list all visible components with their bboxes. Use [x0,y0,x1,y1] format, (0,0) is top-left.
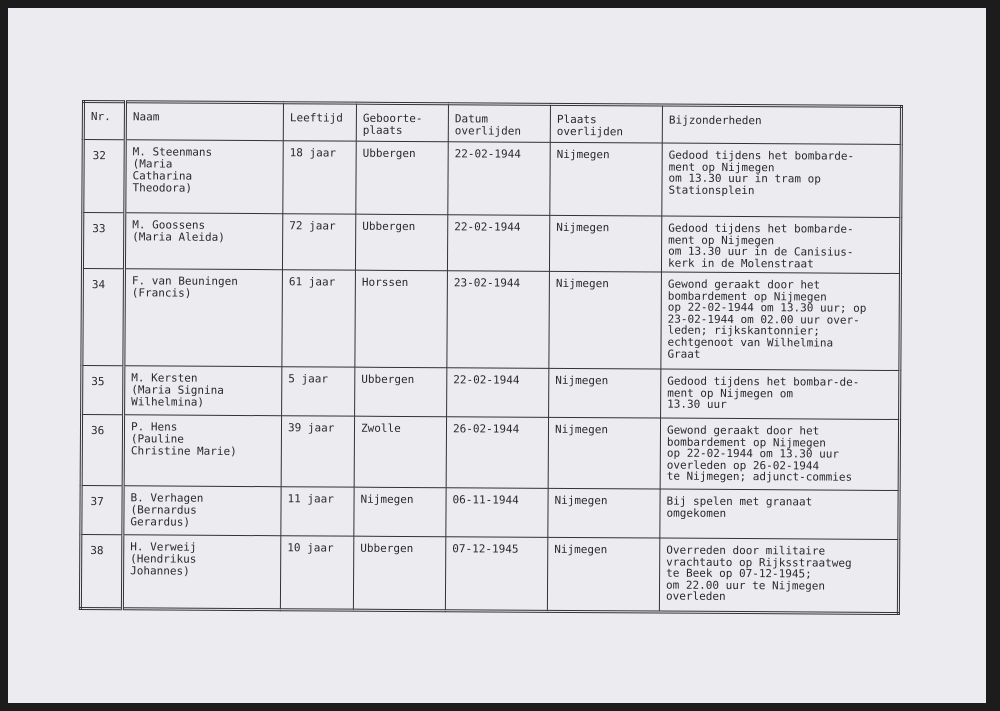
cell-plaats-overlijden: Nijmegen [548,417,660,489]
cell-datum-overlijden: 06-11-1944 [446,488,548,538]
cell-plaats-overlijden: Nijmegen [549,368,661,418]
cell-geboorteplaats: Ubbergen [355,367,447,417]
table-row [80,535,898,614]
cell-leeftijd: 11 jaar [281,487,354,536]
header-geboorteplaats: Geboorte- plaats [356,103,448,142]
cell-leeftijd: 61 jaar [282,270,356,367]
table-header-row [83,102,901,145]
cell-bijzonderheden: Overreden door militaire vrachtauto op Rijksstraatweg te Beek op 07-12-1945; om 22.00 uur te Nijmegen overleden [659,538,898,613]
cell-bijzonderheden: Gewond geraakt door het bombardement op Nijmegen op 22-02-1944 om 13.30 uur overleden op 26-02-1944 te Nijmegen; adjunct-commies [660,418,899,490]
cell-datum-overlijden: 23-02-1944 [447,271,550,369]
header-plaats-overlijden: Plaats overlijden [550,104,662,143]
cell-leeftijd: 5 jaar [282,367,355,416]
header-nr: Nr. [83,102,125,140]
cell-plaats-overlijden: Nijmegen [550,142,662,216]
table-row [81,415,899,491]
cell-nr: 38 [80,535,122,609]
table-row [82,269,901,371]
cell-datum-overlijden: 22-02-1944 [447,215,549,272]
cell-nr: 33 [82,213,124,269]
cell-nr: 35 [82,366,124,415]
cell-geboorteplaats: Ubbergen [353,536,445,611]
header-leeftijd: Leeftijd [283,103,356,141]
cell-leeftijd: 72 jaar [282,214,355,270]
cell-naam: M. Steenmans (Maria Catharina Theodora) [125,140,283,214]
table-row [81,486,899,540]
cell-naam: H. Verweij (Hendrikus Johannes) [122,535,280,610]
cell-bijzonderheden: Gedood tijdens het bombar-de- ment op Nijmegen om 13.30 uur [661,369,900,419]
header-datum-overlijden: Datum overlijden [448,104,550,143]
cell-naam: B. Verhagen (Bernardus Gerardus) [123,486,281,536]
table-row [82,213,900,274]
cell-nr: 36 [81,415,123,486]
cell-bijzonderheden: Gedood tijdens het bombarde- ment op Nijmegen om 13.30 uur in tram op Stationsplein [662,143,901,217]
header-bijzonderheden: Bijzonderheden [662,105,901,144]
cell-bijzonderheden: Gewond geraakt door het bombardement op Nijmegen op 22-02-1944 om 13.30 uur; op 23-02-1944 om 02.00 uur over- leden; rijkskantonnier; echtgenoot van Wilhelmina Graat [661,272,901,370]
cell-datum-overlijden: 22-02-1944 [447,368,549,418]
victims-table [79,100,903,615]
cell-datum-overlijden: 26-02-1944 [446,417,548,489]
victims-table-wrapper [79,100,900,604]
header-naam: Naam [125,102,283,141]
cell-leeftijd: 18 jaar [283,141,356,214]
cell-naam: F. van Beuningen (Francis) [124,269,283,367]
cell-plaats-overlijden: Nijmegen [547,537,659,612]
cell-leeftijd: 39 jaar [281,416,354,487]
cell-plaats-overlijden: Nijmegen [548,488,660,538]
cell-datum-overlijden: 07-12-1945 [445,537,547,612]
cell-nr: 32 [83,140,125,213]
cell-leeftijd: 10 jaar [280,536,353,610]
cell-naam: M. Goossens (Maria Aleida) [124,213,282,270]
cell-plaats-overlijden: Nijmegen [549,271,662,369]
cell-geboorteplaats: Horssen [355,270,448,368]
cell-bijzonderheden: Bij spelen met granaat omgekomen [660,489,899,539]
cell-naam: P. Hens (Pauline Christine Marie) [123,415,281,487]
table-row [82,366,900,420]
cell-geboorteplaats: Ubbergen [356,141,448,215]
cell-geboorteplaats: Zwolle [354,416,446,488]
table-row [83,140,901,218]
cell-plaats-overlijden: Nijmegen [549,215,661,272]
cell-datum-overlijden: 22-02-1944 [448,142,550,216]
cell-geboorteplaats: Ubbergen [355,214,447,271]
cell-geboorteplaats: Nijmegen [354,487,446,537]
cell-nr: 34 [82,269,125,366]
cell-nr: 37 [81,486,123,535]
cell-bijzonderheden: Gedood tijdens het bombarde- ment op Nijmegen om 13.30 uur in de Canisius- kerk in de Molenstraat [661,216,900,273]
cell-naam: M. Kersten (Maria Signina Wilhelmina) [124,366,282,416]
